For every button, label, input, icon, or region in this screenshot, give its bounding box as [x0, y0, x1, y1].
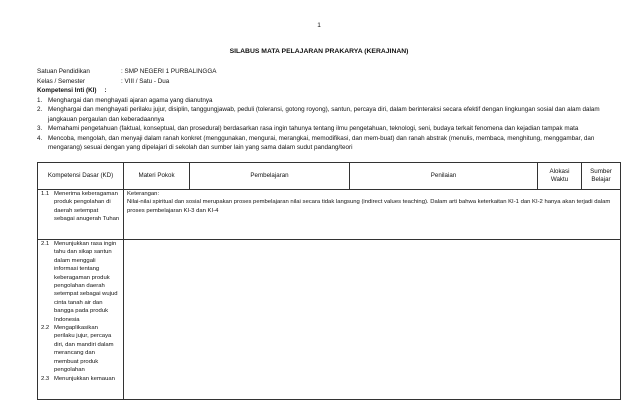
- kd-item: [41, 375, 120, 383]
- ki-heading-label: Kompetensi Inti (KI): [37, 87, 97, 94]
- kd-cell: [38, 190, 124, 240]
- ki-text: Menghargai dan menghayati ajaran agama yang dianutnya: [48, 96, 213, 104]
- info-value: : SMP NEGERI 1 PURBALINGGA: [121, 68, 217, 75]
- kd-number: 1.1: [41, 191, 50, 197]
- info-row-satuan-pendidikan: [37, 67, 615, 77]
- ki-number: 1.: [37, 96, 43, 104]
- info-label: Kelas / Semester: [37, 77, 85, 85]
- info-value: : VIII / Satu - Dua: [121, 77, 170, 85]
- ki-text: Menghargai dan menghayati perilaku jujur, disiplin, tanggungjawab, peduli (toleransi, gotong royong), santun, percaya diri, dalam berinteraksi secara efektif dengan lingkungan sosial dan alam dalam jangkauan pergaulan dan keberadaannya: [48, 106, 600, 123]
- ki-number: 3.: [37, 125, 43, 132]
- ki-item-1: [37, 96, 615, 106]
- ki-heading-colon: :: [104, 87, 107, 94]
- ki-number: 2.: [37, 106, 43, 113]
- document-title: SILABUS MATA PELAJARAN PRAKARYA (KERAJINAN): [229, 48, 409, 55]
- empty-cell: [124, 240, 621, 400]
- header-sumber-belajar: Sumber Belajar: [582, 163, 621, 190]
- ki-heading: [37, 86, 615, 96]
- header-kompetensi-dasar: Kompetensi Dasar (KD): [38, 163, 124, 190]
- kd-text: Menunjukkan rasa ingin tahu dan sikap santun dalam menggali informasi tentang keberagaman produk pengolahan daerah setempat sebagai wujud cinta tanah air dan bangga pada produk Indonesia: [54, 241, 118, 323]
- header-alokasi-waktu: Alokasi Waktu: [538, 163, 582, 190]
- kd-text: Mengaplikasikan perilaku jujur, percaya diri, dan mandiri dalam merancang dan membuat produk pengolahan: [54, 325, 114, 374]
- kd-number: 2.2: [41, 325, 50, 332]
- header-penilaian: Penilaian: [350, 163, 538, 190]
- kd-item: [41, 190, 120, 224]
- kd-item: [41, 324, 120, 374]
- header-pembelajaran: Pembelajaran: [190, 163, 350, 190]
- table-row: [38, 240, 621, 400]
- ki-text: Memahami pengetahuan (faktual, konseptual, dan prosedural) berdasarkan rasa ingin tahunya tentang ilmu pengetahuan, teknologi, seni, budaya terkait fenomena dan kejadian tampak mata: [48, 125, 579, 132]
- info-label: Satuan Pendidikan: [37, 68, 90, 75]
- kd-number: 2.1: [41, 241, 50, 247]
- kd-cell: [38, 240, 124, 400]
- keterangan-text: Nilai-nilai spiritual dan sosial merupakan proses pembelajaran nilai secara tidak langsung (indirect values teaching). Dalam arti bahwa keterkaitan KI-1 dan KI-2 hanya akan terjadi dalam proses pembelajaran KI-3 dan KI-4: [127, 199, 611, 214]
- ki-item-3: [37, 124, 615, 134]
- ki-number: 4.: [37, 134, 43, 142]
- kd-number: 2.3: [41, 375, 50, 382]
- ki-list: [37, 96, 615, 153]
- page-number: 1: [317, 22, 321, 29]
- table-row: [38, 190, 621, 240]
- kd-text: Menunjukkan kemauan: [54, 375, 115, 382]
- ki-text: Mencoba, mengolah, dan menyaji dalam ranah konkret (menggunakan, mengurai, merangkai, memodifikasi, dan mem-buat) dan ranah abstrak (menulis, membaca, menghitung, menggambar, dan mengarang) sesuai dengan yang dipelajari di sekolah dan sumber lain yang sama dalam sudut pandang/teori: [48, 134, 595, 151]
- ki-item-2: [37, 105, 615, 124]
- ki-item-4: [37, 134, 615, 153]
- header-materi-pokok: Materi Pokok: [124, 163, 190, 190]
- keterangan-label: Keterangan:: [127, 191, 160, 197]
- keterangan-cell: [124, 190, 621, 240]
- table-header-row: [38, 163, 621, 190]
- syllabus-info: [37, 67, 615, 153]
- kd-item: [41, 240, 120, 324]
- info-row-kelas-semester: [37, 77, 615, 87]
- kd-text: Menerima keberagaman produk pengolahan di daerah setempat sebagai anugerah Tuhan: [54, 191, 120, 223]
- syllabus-table: [37, 162, 621, 400]
